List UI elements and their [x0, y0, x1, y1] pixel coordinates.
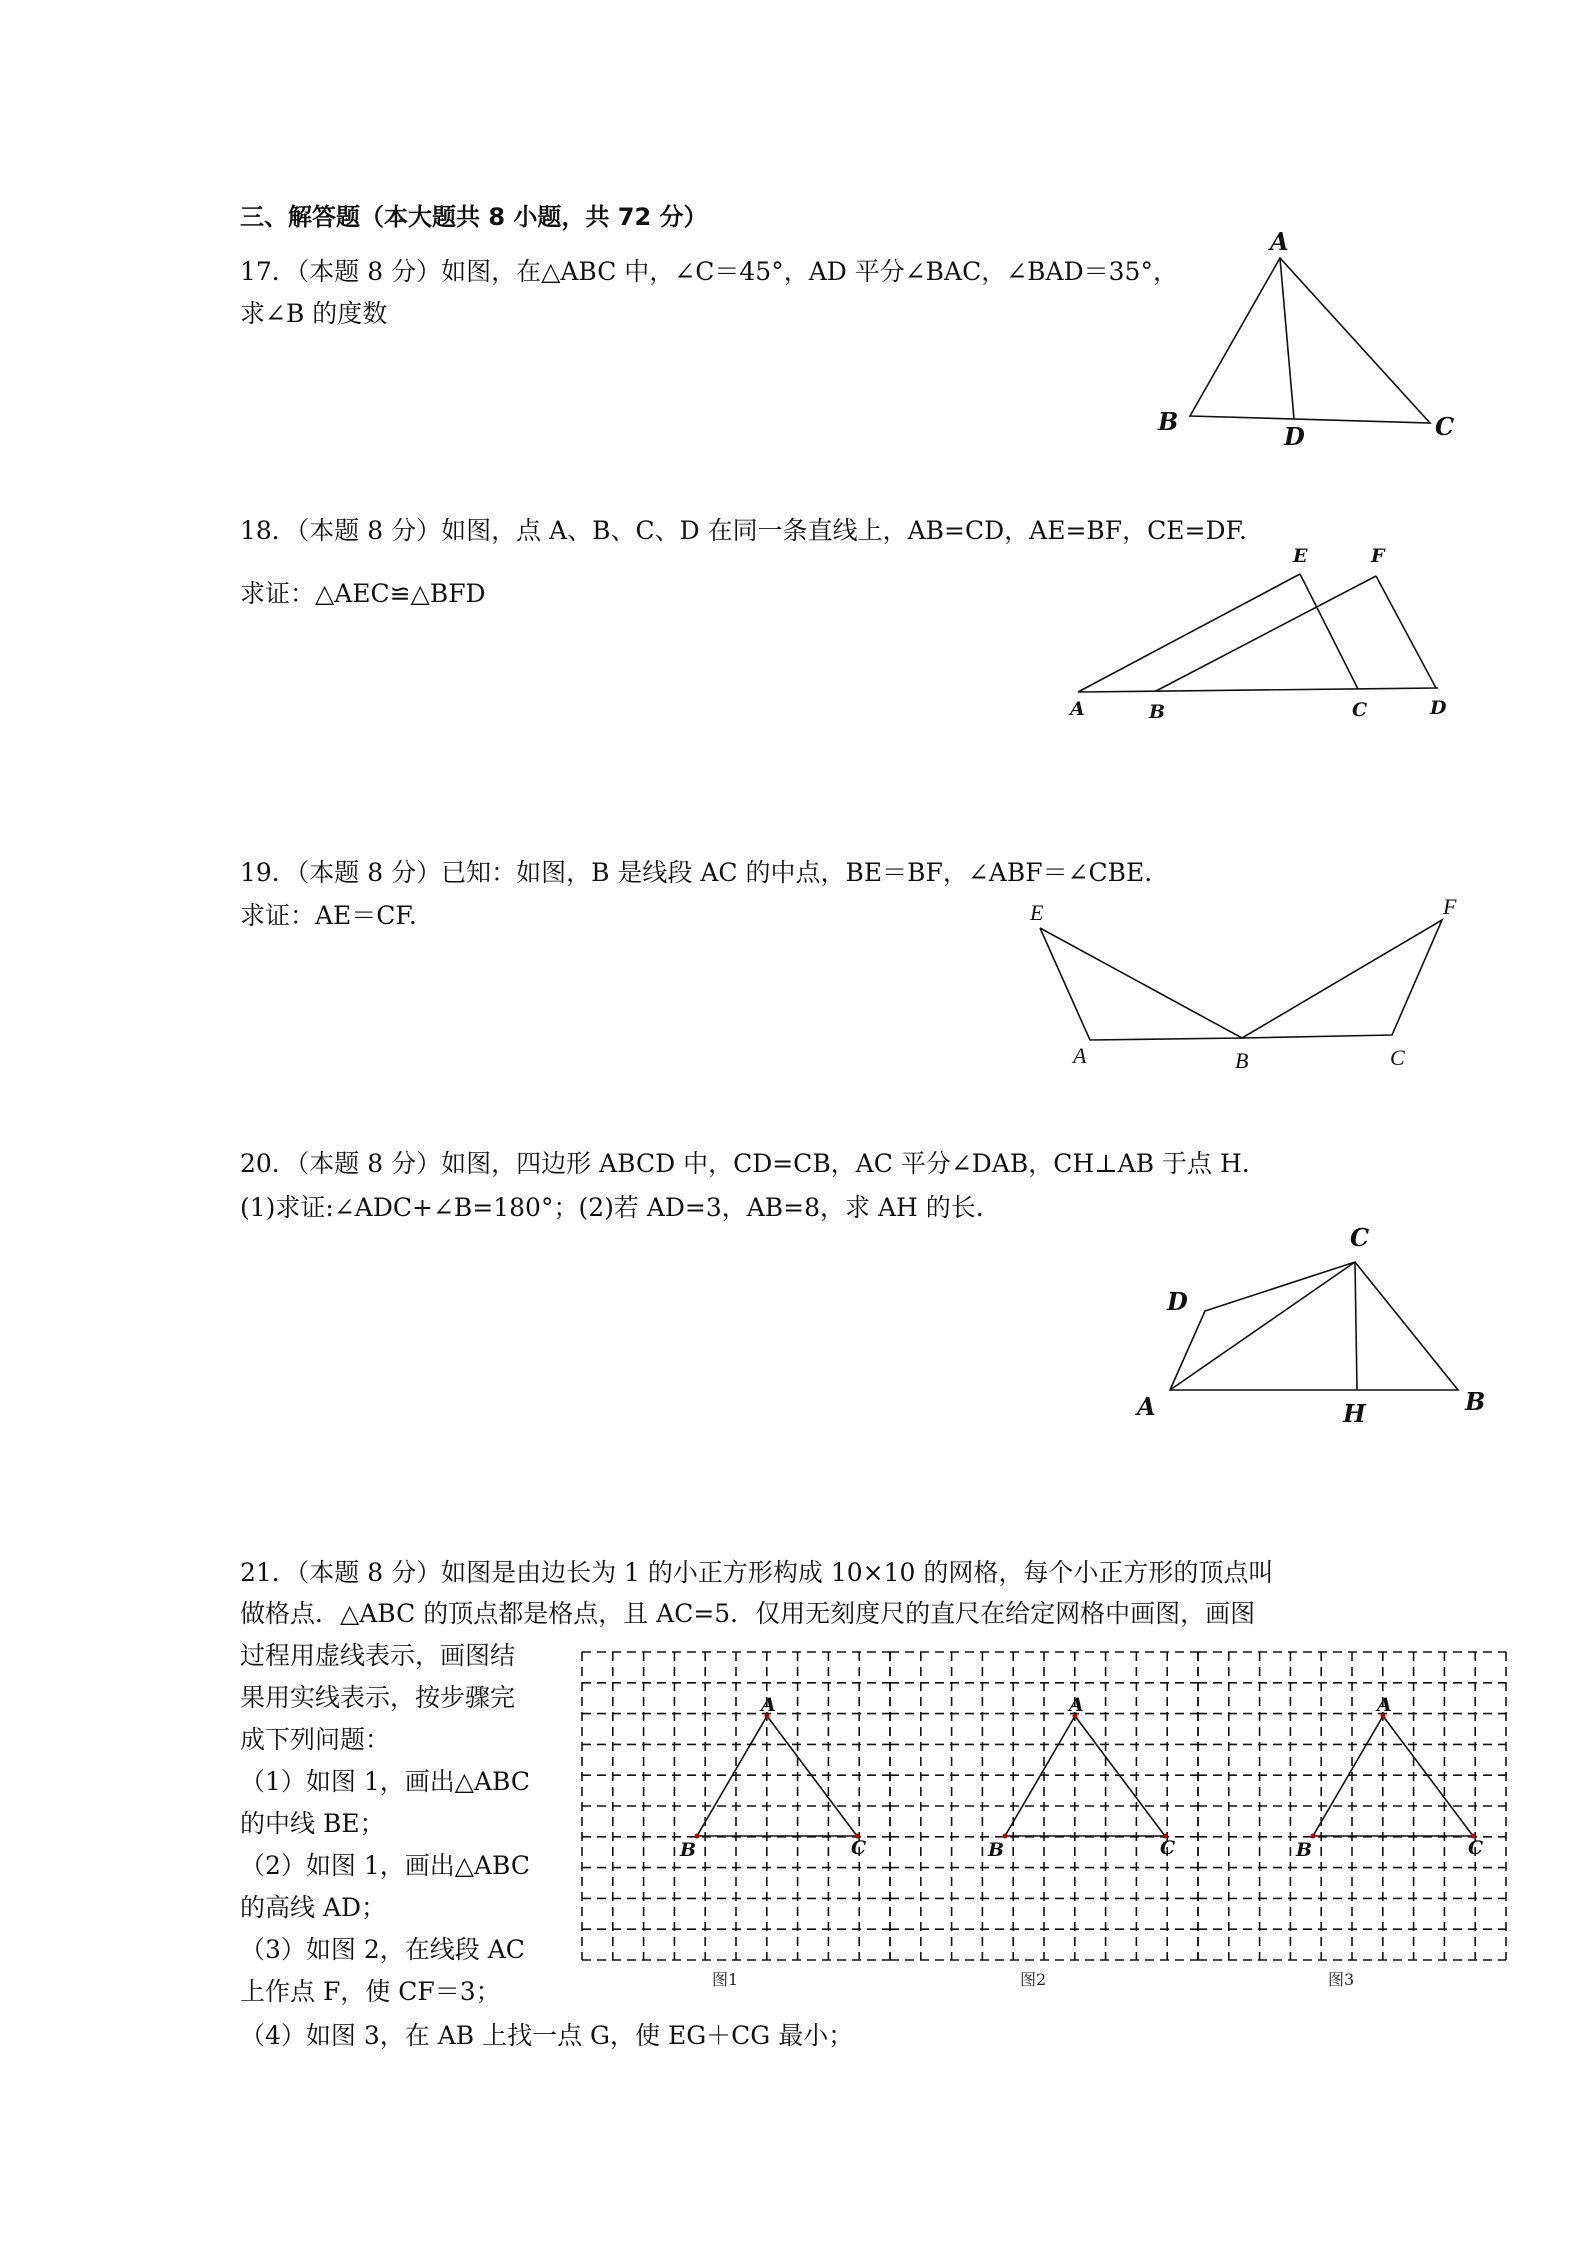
q20-line-1: 20．（本题 8 分）如图，四边形 ABCD 中，CD=CB，AC 平分∠DAB，CH⊥AB 于点 H. — [240, 1149, 1250, 1178]
q19-label-f: F — [1443, 894, 1457, 919]
q21-left-line-7: 的高线 AD； — [240, 1893, 387, 1922]
q20-label-b: B — [1465, 1387, 1486, 1416]
q21-fig2-label-c: C — [1160, 1837, 1176, 1859]
q21-figure-3 — [1295, 1694, 1483, 1989]
q21-last-line: （4）如图 3，在 AB 上找一点 G，使 EG＋CG 最小； — [240, 2021, 854, 2050]
q19-label-e: E — [1030, 900, 1044, 925]
q18-line-2: 求证：△AEC≌△BFD — [240, 579, 486, 608]
q19-line-1: 19．（本题 8 分）已知：如图，B 是线段 AC 的中点，BE＝BF，∠ABF＝∠CBE. — [240, 858, 1153, 887]
q18-label-e: E — [1293, 545, 1308, 567]
q18-line-1: 18．（本题 8 分）如图，点 A、B、C、D 在同一条直线上，AB=CD，AE=BF，CE=DF. — [240, 516, 1247, 545]
q18-label-b: B — [1149, 701, 1166, 723]
q20-label-d: D — [1167, 1287, 1188, 1316]
q20-label-a: A — [1137, 1392, 1156, 1421]
q21-line-2: 做格点．△ABC 的顶点都是格点，且 AC=5．仅用无刻度尺的直尺在给定网格中画图，画图 — [240, 1599, 1256, 1628]
q21-left-line-6: （2）如图 1，画出△ABC — [240, 1851, 531, 1880]
q18-label-c: C — [1352, 699, 1368, 721]
q17-line-1: 17．（本题 8 分）如图，在△ABC 中，∠C＝45°，AD 平分∠BAC，∠BAD＝35°， — [240, 257, 1178, 286]
q21-fig3-label-a: A — [1377, 1694, 1392, 1716]
q21-caption-3: 图3 — [1328, 1970, 1355, 1989]
q21-left-line-2: 果用实线表示，按步骤完 — [240, 1683, 516, 1712]
q21-left-line-8: （3）如图 2，在线段 AC — [240, 1935, 525, 1964]
q17-label-a: A — [1270, 227, 1289, 256]
q21-left-line-9: 上作点 F，使 CF＝3； — [240, 1977, 501, 2006]
q21-fig1-label-b: B — [680, 1839, 697, 1861]
q20-label-c: C — [1350, 1223, 1370, 1252]
q21-line-1: 21．（本题 8 分）如图是由边长为 1 的小正方形构成 10×10 的网格，每个小正方形的顶点叫 — [240, 1558, 1274, 1587]
q18-figure — [1060, 540, 1460, 740]
q21-fig2-label-a: A — [1069, 1694, 1084, 1716]
q21-left-line-5: 的中线 BE； — [240, 1809, 385, 1838]
q21-fig1-label-c: C — [851, 1837, 867, 1859]
q18-label-d: D — [1430, 697, 1447, 719]
q20-label-h: H — [1343, 1399, 1366, 1428]
q17-line-2: 求∠B 的度数 — [240, 299, 388, 328]
q17-label-d: D — [1284, 422, 1305, 451]
q19-label-a: A — [1073, 1043, 1087, 1068]
q20-line-2: (1)求证:∠ADC+∠B=180°；(2)若 AD=3，AB=8，求 AH 的长. — [240, 1193, 984, 1222]
section-title: 三、解答题（本大题共 8 小题，共 72 分） — [240, 203, 708, 231]
q19-label-c: C — [1390, 1045, 1405, 1070]
q21-fig2-label-b: B — [988, 1839, 1005, 1861]
q21-figure-1 — [679, 1694, 866, 1989]
q20-figure — [1115, 1210, 1495, 1440]
q21-fig3-label-b: B — [1296, 1839, 1313, 1861]
q21-grid-figures — [580, 1650, 1500, 1989]
q21-caption-2: 图2 — [1020, 1970, 1047, 1989]
q17-label-b: B — [1158, 407, 1179, 436]
q19-figure — [1010, 890, 1490, 1080]
q17-label-c: C — [1435, 412, 1455, 441]
q21-fig1-label-a: A — [761, 1694, 776, 1716]
q17-figure — [1140, 220, 1480, 460]
q21-caption-1: 图1 — [712, 1970, 739, 1989]
q19-line-2: 求证：AE＝CF. — [240, 901, 417, 930]
q21-fig3-label-c: C — [1468, 1837, 1484, 1859]
q18-label-a: A — [1070, 698, 1085, 720]
q21-figure-2 — [987, 1694, 1175, 1989]
q21-left-line-4: （1）如图 1，画出△ABC — [240, 1767, 531, 1796]
q18-label-f: F — [1371, 545, 1385, 567]
q21-grids — [582, 1652, 1506, 1960]
q21-left-line-3: 成下列问题： — [240, 1725, 391, 1754]
q21-left-line-1: 过程用虚线表示，画图结 — [240, 1641, 516, 1670]
q19-label-b: B — [1235, 1048, 1249, 1073]
